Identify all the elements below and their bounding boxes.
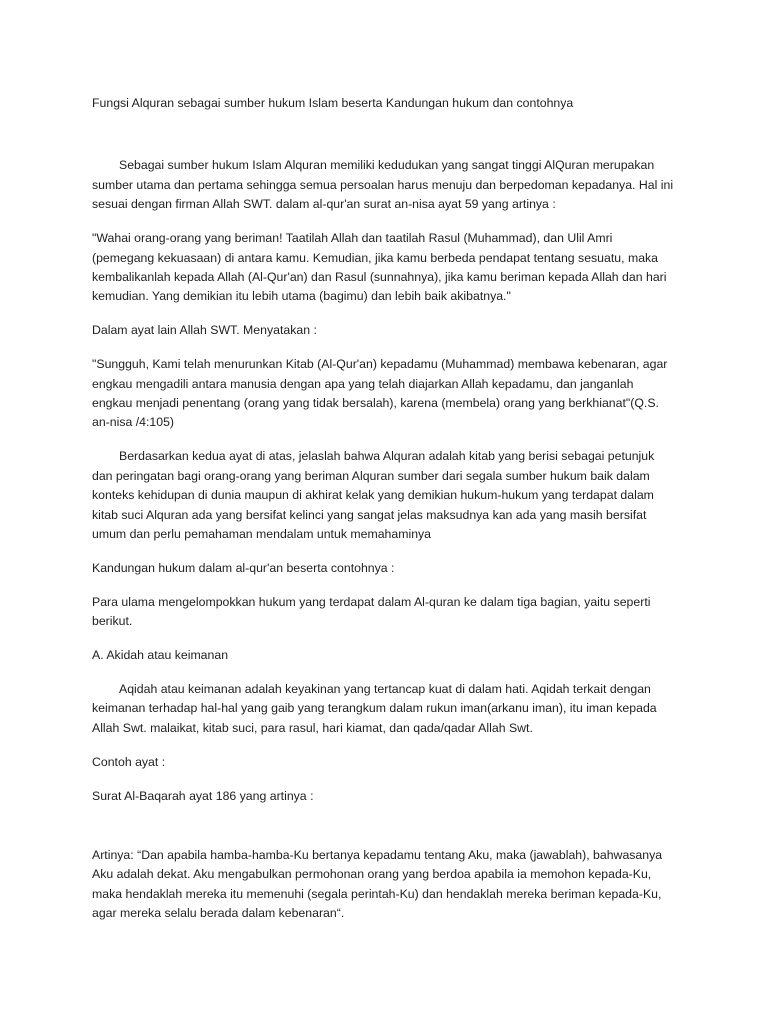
paragraph-conclusion: Berdasarkan kedua ayat di atas, jelaslah bahwa Alquran adalah kitab yang berisi sebagai petunjuk dan peringatan bagi orang-orang yang beriman Alquran sumber dari segala sumber hukum baik dalam konteks kehidupan di dunia maupun di akhirat kelak yang demikian hukum-hukum yang terdapat dalam kitab suci Alquran ada yang bersifat kelinci yang sangat jelas maksudnya kan ada yang masih bersifat umum dan perlu pemahaman mendalam untuk memahaminya: [92, 449, 655, 541]
subheading-akidah: A. Akidah atau keimanan: [92, 648, 229, 663]
quote-al-baqarah-186: Artinya: “Dan apabila hamba-hamba-Ku bertanya kepadamu tentang Aku, maka (jawablah), bahwasanya Aku adalah dekat. Aku mengabulkan permohonan orang yang berdoa apabila ia memohon kepada-Ku, maka hendaklah mereka itu memenuhi (segala perintah-Ku) dan hendaklah mereka beriman kepada-Ku, agar mereka selalu berada dalam kebenaran“.: [92, 847, 663, 921]
paragraph-intro: Sebagai sumber hukum Islam Alquran memiliki kedudukan yang sangat tinggi AlQuran merupakan sumber utama dan pertama sehingga semua persoalan harus menuju dan berpedoman kepadanya. Hal ini sesuai dengan firman Allah SWT. dalam al-qur'an surat an-nisa ayat 59 yang artinya :: [92, 158, 674, 212]
label-surah-reference: Surat Al-Baqarah ayat 186 yang artinya :: [92, 788, 314, 803]
document-title: Fungsi Alquran sebagai sumber hukum Islam beserta Kandungan hukum dan contohnya: [92, 96, 574, 110]
quote-an-nisa-59: "Wahai orang-orang yang beriman! Taatilah Allah dan taatilah Rasul (Muhammad), dan Ulil Amri (pemegang kekuasaan) di antara kamu. Kemudian, jika kamu berbeda pendapat tentang sesuatu, maka kembalikanlah kepada Allah (Al-Qur'an) dan Rasul (sunnahnya), jika kamu beriman kepada Allah dan hari kemudian. Yang demikian itu lebih utama (bagimu) dan lebih baik akibatnya.": [92, 231, 667, 304]
quote-an-nisa-105: "Sungguh, Kami telah menurunkan Kitab (Al-Qur'an) kepadamu (Muhammad) membawa kebenaran, agar engkau mengadili antara manusia dengan apa yang telah diajarkan Allah kepadamu, dan janganlah engkau menjadi penentang (orang yang tidak bersalah), karena (membela) orang yang berkhianat"(Q.S. an-nisa /4:105): [92, 357, 668, 430]
paragraph-aqidah: Aqidah atau keimanan adalah keyakinan yang tertancap kuat di dalam hati. Aqidah terkait dengan keimanan terhadap hal-hal yang gaib yang terangkum dalam rukun iman(arkanu iman), itu iman kepada Allah Swt. malaikat, kitab suci, para rasul, hari kiamat, dan qada/qadar Allah Swt.: [92, 681, 657, 735]
paragraph-classification: Para ulama mengelompokkan hukum yang terdapat dalam Al-quran ke dalam tiga bagian, yaitu seperti berikut.: [92, 594, 651, 629]
paragraph-lead-in: Dalam ayat lain Allah SWT. Menyatakan :: [92, 323, 317, 338]
section-heading-kandungan: Kandungan hukum dalam al-qur'an beserta contohnya :: [92, 560, 395, 575]
label-contoh-ayat: Contoh ayat :: [92, 754, 166, 769]
